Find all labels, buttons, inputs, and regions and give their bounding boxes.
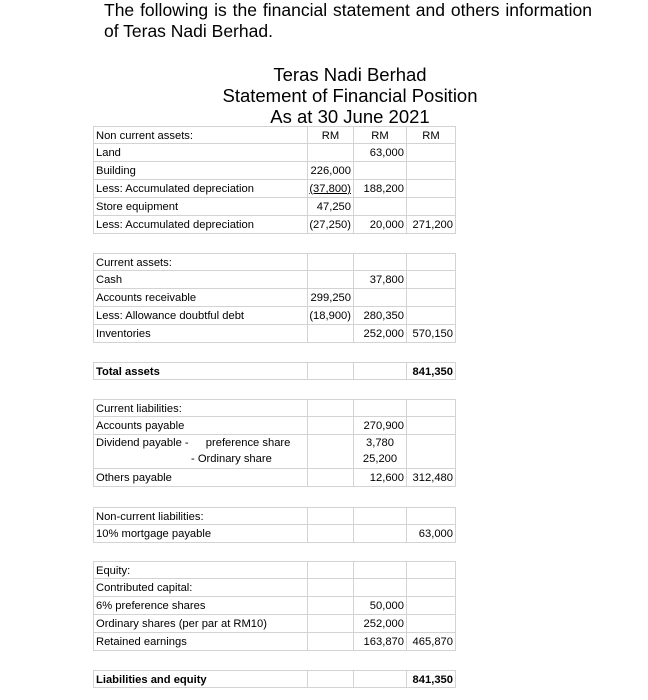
section-header-nca: Non current assets: [93, 126, 307, 144]
row-value: 280,350 [353, 307, 406, 325]
row-value: 226,000 [307, 162, 353, 180]
intro-text: The following is the financial statement and others information of Teras Nadi Berhad. [104, 0, 592, 41]
row-label: Cash [93, 271, 307, 289]
row-value: 20,000 [353, 216, 406, 234]
row-total: 271,200 [406, 216, 456, 234]
table-row [93, 144, 456, 162]
table-row [93, 597, 456, 615]
row-total: 312,480 [406, 469, 456, 487]
section-header-cl: Current liabilities: [93, 399, 307, 417]
row-total: 465,870 [406, 633, 456, 651]
row-label: Accounts receivable [93, 289, 307, 307]
table-row [93, 469, 456, 487]
row-value: 12,600 [353, 469, 406, 487]
table-row [93, 162, 456, 180]
row-label: 10% mortgage payable [93, 525, 307, 543]
row-value: 3,780 [366, 437, 394, 449]
column-header-rm-3: RM [406, 126, 456, 144]
row-value: 188,200 [353, 180, 406, 198]
table-row [93, 362, 456, 380]
row-label: Contributed capital: [93, 579, 307, 597]
row-total: 63,000 [406, 525, 456, 543]
table-row [93, 633, 456, 651]
table-row [93, 435, 456, 469]
table-row [93, 307, 456, 325]
table-row [93, 253, 456, 271]
table-row [93, 399, 456, 417]
table-row [93, 198, 456, 216]
total-le-label: Liabilities and equity [93, 670, 307, 688]
row-total: 570,150 [406, 325, 456, 343]
company-name: Teras Nadi Berhad [273, 64, 427, 85]
row-label-line [96, 435, 307, 451]
row-label: preference share [205, 437, 291, 449]
row-value: 163,870 [353, 633, 406, 651]
section-header-equity: Equity: [93, 561, 307, 579]
table-row [93, 579, 456, 597]
column-header-rm-1: RM [307, 126, 353, 144]
table-row [93, 417, 456, 435]
row-value: 252,000 [353, 325, 406, 343]
section-header-ncl: Non-current liabilities: [93, 507, 307, 525]
table-row [93, 615, 456, 633]
row-label: Others payable [93, 469, 307, 487]
table-row [93, 670, 456, 688]
row-label: Store equipment [93, 198, 307, 216]
total-assets-label: Total assets [93, 362, 307, 380]
row-label: Less: Accumulated depreciation [93, 180, 307, 198]
total-assets-value: 841,350 [406, 362, 456, 380]
table-row [93, 289, 456, 307]
row-value: (37,800) [307, 180, 353, 198]
row-label: Ordinary shares (per par at RM10) [93, 615, 307, 633]
row-value: 299,250 [307, 289, 353, 307]
row-value: 270,900 [353, 417, 406, 435]
row-label: Land [93, 144, 307, 162]
row-value: (27,250) [307, 216, 353, 234]
table-row [93, 525, 456, 543]
statement-date: As at 30 June 2021 [270, 106, 430, 127]
table-row [93, 180, 456, 198]
row-label: Inventories [93, 325, 307, 343]
row-value: 25,200 [362, 453, 398, 465]
row-value: 50,000 [353, 597, 406, 615]
row-value: 47,250 [307, 198, 353, 216]
row-label: Accounts payable [93, 417, 307, 435]
row-value: 63,000 [353, 144, 406, 162]
table-row [93, 507, 456, 525]
table-row [93, 561, 456, 579]
total-le-value: 841,350 [406, 670, 456, 688]
financial-position-table [93, 126, 456, 692]
table-row [93, 271, 456, 289]
row-value: 37,800 [353, 271, 406, 289]
column-header-rm-2: RM [353, 126, 406, 144]
row-label: Dividend payable - [96, 437, 189, 449]
row-label: Retained earnings [93, 633, 307, 651]
row-label: 6% preference shares [93, 597, 307, 615]
table-row [93, 325, 456, 343]
section-header-ca: Current assets: [93, 253, 307, 271]
row-label: Less: Accumulated depreciation [93, 216, 307, 234]
row-value: (18,900) [307, 307, 353, 325]
row-value: 252,000 [353, 615, 406, 633]
row-label: Less: Allowance doubtful debt [93, 307, 307, 325]
row-label: Building [93, 162, 307, 180]
statement-title: Statement of Financial Position [222, 85, 478, 106]
row-label: - Ordinary share [191, 453, 272, 465]
table-row [93, 216, 456, 234]
table-row [93, 126, 456, 144]
